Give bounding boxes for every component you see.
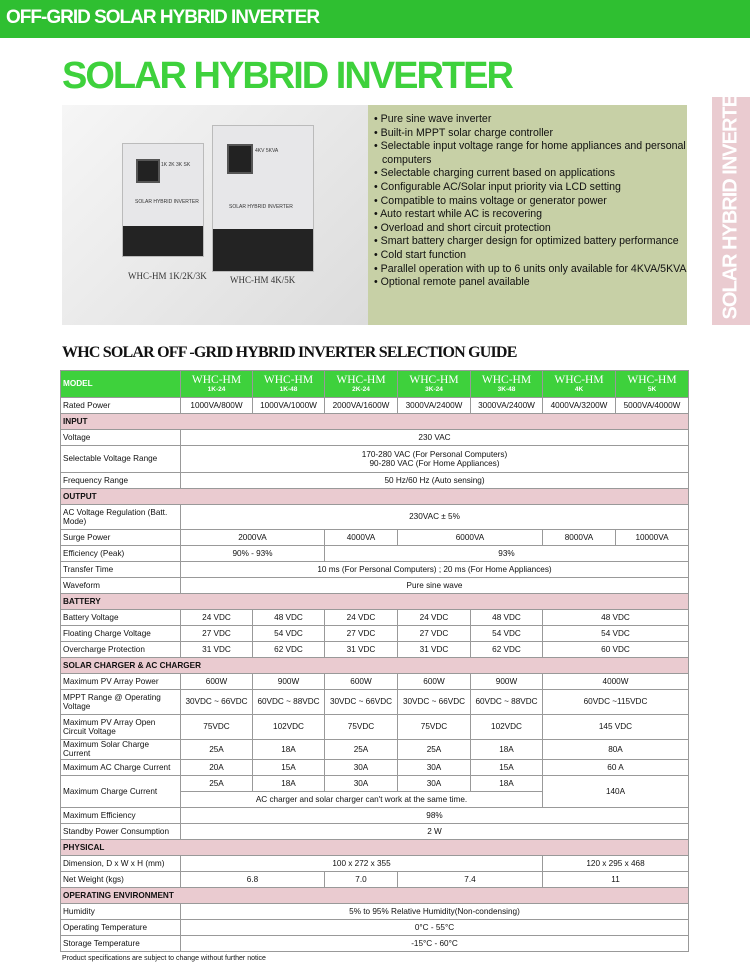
- table-row: Maximum PV Array Open Circuit Voltage 75VDC 102VDC 75VDC 75VDC 102VDC 145 VDC: [61, 715, 689, 740]
- model-cell: WHC-HM 4K: [543, 371, 616, 398]
- table-row: Floating Charge Voltage 27 VDC 54 VDC 27 VDC 27 VDC 54 VDC 54 VDC: [61, 626, 689, 642]
- table-row: Operating Temperature 0°C - 55°C: [61, 919, 689, 935]
- product-hero: [62, 105, 687, 325]
- caption-large: WHC-HM 4K/5K: [230, 275, 296, 285]
- feature-item: • Compatible to mains voltage or generator power: [374, 195, 687, 209]
- table-header-row: [61, 371, 689, 398]
- caption-small: WHC-HM 1K/2K/3K: [128, 271, 207, 281]
- side-tab-label: SOLAR HYBRID INVERTER: [719, 81, 742, 320]
- section-row: BATTERY: [61, 594, 689, 610]
- table-row: Overcharge Protection 31 VDC 62 VDC 31 VDC 31 VDC 62 VDC 60 VDC: [61, 642, 689, 658]
- side-tab: [712, 81, 750, 325]
- top-banner: [0, 0, 750, 38]
- model-cell: WHC-HM 3K-24: [398, 371, 471, 398]
- table-row: Maximum AC Charge Current 20A 15A 30A 30A 15A 60 A: [61, 759, 689, 775]
- model-header: MODEL: [61, 371, 181, 398]
- section-row: OPERATING ENVIRONMENT: [61, 887, 689, 903]
- footnote: Product specifications are subject to change without further notice: [62, 955, 266, 962]
- table-row: AC Voltage Regulation (Batt. Mode) 230VAC ± 5%: [61, 505, 689, 530]
- feature-list: [368, 105, 687, 290]
- model-cell: WHC-HM 1K-48: [253, 371, 325, 398]
- feature-item: • Smart battery charger design for optimized battery performance: [374, 235, 687, 249]
- feature-item: • Optional remote panel available: [374, 276, 687, 290]
- table-row: Humidity 5% to 95% Relative Humidity(Non-condensing): [61, 903, 689, 919]
- section-row: SOLAR CHARGER & AC CHARGER: [61, 658, 689, 674]
- table-row: Dimension, D x W x H (mm) 100 x 272 x 355 120 x 295 x 468: [61, 855, 689, 871]
- selection-guide-title: WHC SOLAR OFF -GRID HYBRID INVERTER SELECTION GUIDE: [62, 344, 517, 361]
- banner-title: OFF-GRID SOLAR HYBRID INVERTER: [6, 7, 320, 28]
- feature-item: • Configurable AC/Solar input priority via LCD setting: [374, 181, 687, 195]
- feature-list-panel: [368, 105, 687, 325]
- table-row: MPPT Range @ Operating Voltage 30VDC ~ 66VDC 60VDC ~ 88VDC 30VDC ~ 66VDC 30VDC ~ 66VDC 60VDC ~ 88VDC 60VDC ~115VDC: [61, 690, 689, 715]
- feature-item: • Built-in MPPT solar charge controller: [374, 127, 687, 141]
- table-row: Transfer Time 10 ms (For Personal Computers) ; 20 ms (For Home Appliances): [61, 562, 689, 578]
- table-row: AC charger and solar charger can't work at the same time.: [61, 791, 689, 807]
- model-cell: WHC-HM 2K-24: [325, 371, 398, 398]
- section-row: INPUT: [61, 414, 689, 430]
- table-row: Maximum Efficiency 98%: [61, 807, 689, 823]
- table-row: Surge Power 2000VA 4000VA 6000VA 8000VA 10000VA: [61, 530, 689, 546]
- inverter-large-image: 4KV 5KVA SOLAR HYBRID INVERTER: [212, 125, 314, 272]
- section-row: PHYSICAL: [61, 839, 689, 855]
- table-row: Rated Power 1000VA/800W 1000VA/1000W 2000VA/1600W 3000VA/2400W 3000VA/2400W 4000VA/3200W 5000VA/4000W: [61, 398, 689, 414]
- model-cell: WHC-HM 1K-24: [181, 371, 253, 398]
- inverter-small-image: 1K 2K 3K SK SOLAR HYBRID INVERTER: [122, 143, 204, 257]
- table-row: Voltage 230 VAC: [61, 430, 689, 446]
- feature-item: • Cold start function: [374, 249, 687, 263]
- section-row: OUTPUT: [61, 489, 689, 505]
- feature-item: • Pure sine wave inverter: [374, 113, 687, 127]
- product-photo: [62, 105, 368, 325]
- table-row: Frequency Range 50 Hz/60 Hz (Auto sensing): [61, 473, 689, 489]
- table-row: Standby Power Consumption 2 W: [61, 823, 689, 839]
- model-cell: WHC-HM 5K: [616, 371, 689, 398]
- feature-item: • Selectable charging current based on applications: [374, 167, 687, 181]
- table-row: Net Weight (kgs) 6.8 7.0 7.4 11: [61, 871, 689, 887]
- model-cell: WHC-HM 3K-48: [471, 371, 543, 398]
- table-row: Waveform Pure sine wave: [61, 578, 689, 594]
- table-row: Maximum PV Array Power 600W 900W 600W 600W 900W 4000W: [61, 674, 689, 690]
- table-row: Storage Temperature -15°C - 60°C: [61, 935, 689, 951]
- feature-item: • Overload and short circuit protection: [374, 222, 687, 236]
- feature-item: • Selectable input voltage range for home appliances and personal computers: [374, 140, 687, 167]
- table-row: Selectable Voltage Range 170-280 VAC (For Personal Computers) 90-280 VAC (For Home Appliances): [61, 446, 689, 473]
- table-row: Maximum Solar Charge Current 25A 18A 25A 25A 18A 80A: [61, 740, 689, 760]
- feature-item: • Parallel operation with up to 6 units only available for 4KVA/5KVA: [374, 263, 687, 277]
- feature-item: • Auto restart while AC is recovering: [374, 208, 687, 222]
- table-row: Efficiency (Peak) 90% - 93% 93%: [61, 546, 689, 562]
- selection-guide-table: [60, 370, 689, 952]
- table-row: Maximum Charge Current 25A 18A 30A 30A 18A 140A: [61, 775, 689, 791]
- page-title: SOLAR HYBRID INVERTER: [62, 55, 512, 97]
- table-row: Battery Voltage 24 VDC 48 VDC 24 VDC 24 VDC 48 VDC 48 VDC: [61, 610, 689, 626]
